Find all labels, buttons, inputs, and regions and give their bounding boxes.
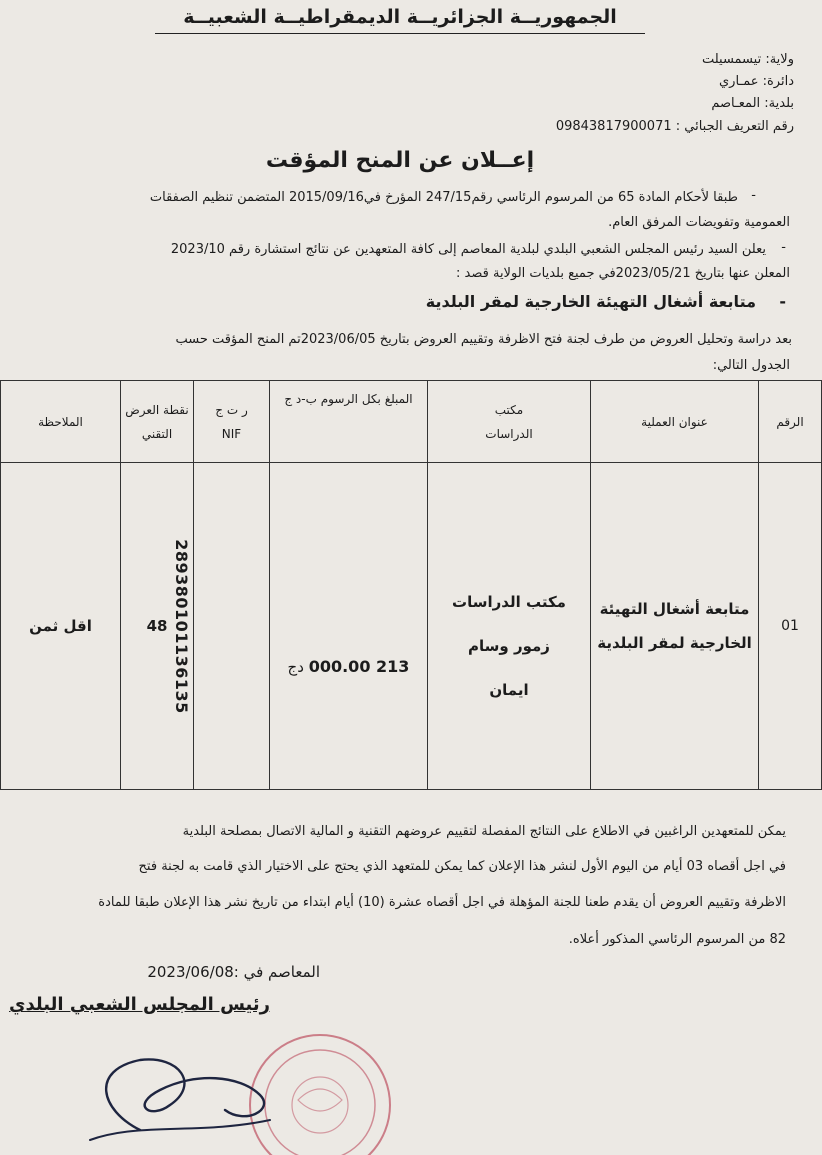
consultation-subject: متابعة أشغال التهيئة الخارجية لمقر البلدية xyxy=(425,292,756,311)
intro-paragraph-2-line-2: المعلن عنها بتاريخ 2023/05/21في جميع بلديات الولاية قصد : xyxy=(456,266,790,281)
table-row xyxy=(1,463,822,790)
intro-paragraph-1-line-1: طبقا لأحكام المادة 65 من المرسوم الرئاسي رقم247/15 المؤرخ في2015/09/16 المتضمن تنظيم الصفقات xyxy=(149,190,738,205)
table-header-row xyxy=(1,381,822,463)
row-office-line-2: زمور وسام xyxy=(468,636,550,655)
header-nif-line-2: NIF xyxy=(221,426,242,441)
row-technical-score: 48 xyxy=(121,463,194,790)
header-office xyxy=(428,381,591,463)
row-operation-title: متابعة أشغال التهيئة الخارجية لمقر البلدية xyxy=(591,463,759,790)
baladia-label: بلدية: المعـاصم xyxy=(711,96,794,111)
header-nif xyxy=(194,381,270,463)
signature-stamp-graphic xyxy=(30,1010,430,1151)
row-office xyxy=(428,463,591,790)
header-technical-score xyxy=(121,381,194,463)
header-score-line-1: نقطة العرض xyxy=(125,402,189,417)
bullet-dash: - xyxy=(781,240,786,255)
republic-heading: الجمهوريــة الجزائريــة الديمقراطيــة الشعبيــة xyxy=(183,6,617,28)
bullet-dash: - xyxy=(751,188,756,203)
award-table xyxy=(0,380,822,790)
row-amount xyxy=(270,463,428,790)
row-nif-value: 289380101136135 xyxy=(171,538,191,714)
intro-paragraph-1-line-2: العمومية وتفويضات المرفق العام. xyxy=(608,215,790,230)
row-notes: اقل ثمن xyxy=(1,463,121,790)
header-office-line-1: مكتب xyxy=(494,402,524,417)
body-line-1: يمكن للمتعهدين الراغبين في الاطلاع على النتائج المفصلة لتقييم عروضهم التقنية و المالية الاتصال بمصلحة البلدية xyxy=(182,824,786,839)
header-score-line-2: التقني xyxy=(141,426,173,441)
row-office-line-1: مكتب الدراسات xyxy=(452,592,566,611)
row-nif xyxy=(171,463,270,790)
signer-title: رئيس المجلس الشعبي البلدي xyxy=(9,994,270,1015)
header-notes: الملاحظة xyxy=(1,381,121,463)
daira-label: دائرة: عمـاري xyxy=(718,74,794,89)
header-number: الرقم xyxy=(759,381,822,463)
row-amount-value: 213 000.00 xyxy=(308,657,410,676)
tax-id-line xyxy=(556,119,794,134)
row-number: 01 xyxy=(759,463,822,790)
body-line-2: في اجل أقصاه 03 أيام من اليوم الأول لنشر هذا الإعلان كما يمكن للمتعهد الذي يحتج على الاختيار الذي قامت به لجنة فتح xyxy=(138,859,786,874)
body-line-3: الاظرفة وتقييم العروض أن يقدم طعنا للجنة المؤهلة في اجل أقصاه عشرة (10) أيام ابتداء من تاريخ نشر هذا الإعلان طبقا للمادة xyxy=(98,895,786,910)
handwritten-signature-icon xyxy=(90,1059,270,1140)
official-stamp-icon xyxy=(250,1035,390,1155)
header-office-line-2: الدراسات xyxy=(485,426,533,441)
heading-underline xyxy=(155,33,645,34)
tax-id-label: رقم التعريف الجبائي : xyxy=(675,119,794,134)
header-nif-line-1: ر ت ج xyxy=(215,402,248,417)
body-line-4: 82 من المرسوم الرئاسي المذكور أعلاه. xyxy=(568,932,786,947)
signature-and-stamp xyxy=(30,1010,430,1151)
header-operation-title: عنوان العملية xyxy=(591,381,759,463)
document-title: إعــلان عن المنح المؤقت xyxy=(265,148,535,173)
place-date-line: المعاصم في :2023/06/08 xyxy=(147,963,320,981)
header-amount: المبلغ بكل الرسوم ب-د ج xyxy=(270,381,428,463)
intro-paragraph-2-line-1: يعلن السيد رئيس المجلس الشعبي البلدي لبلدية المعاصم إلى كافة المتعهدين عن نتائج استشارة رقم 2023/10 xyxy=(170,242,766,257)
wilaya-label: ولاية: تيسمسيلت xyxy=(701,52,794,67)
row-office-line-3: ايمان xyxy=(489,680,529,699)
bullet-dash: - xyxy=(779,292,786,311)
intro-paragraph-3-line-1: بعد دراسة وتحليل العروض من طرف لجنة فتح الاظرفة وتقييم العروض بتاريخ 2023/06/05تم المنح المؤقت حسب xyxy=(175,332,792,347)
row-amount-unit: دج xyxy=(287,658,304,676)
intro-paragraph-3-line-2: الجدول التالي: xyxy=(712,358,790,373)
tax-id-value: 09843817900071 xyxy=(555,119,672,134)
